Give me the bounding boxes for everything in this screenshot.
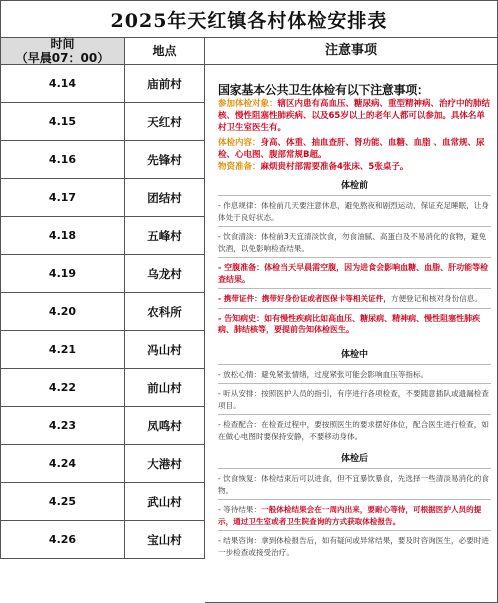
table-row [0,217,205,255]
table-row [0,293,205,331]
row-place: 乌龙村 [125,255,205,293]
table-row [0,331,205,369]
row-place: 大港村 [125,445,205,483]
notes-heading: 国家基本公共卫生体检有以下注意事项： [218,83,429,97]
documents-gray: 方便登记和核对身份信息。 [390,294,482,303]
material-label: 物资准备： [218,162,261,172]
content-text: 身高、体重、抽血查肝、肾功能、血糖、血脂 、血常规、尿检、心电图、腹部常规B超。 [218,138,485,160]
before-item-history: - 告知病史：如有慢性疾病比如高血压、糖尿病、精神病、慢性阻塞性肺疾病、肺结核等，要提前告知体检医生。 [218,308,491,339]
section-during-title: 体检中 [340,349,368,360]
row-place: 武山村 [125,483,205,521]
target-paragraph [218,98,491,134]
header-time-sub: （早晨07：00） [15,51,110,65]
row-place: 冯山村 [125,331,205,369]
row-place: 先锋村 [125,141,205,179]
table-row [0,179,205,217]
target-label: 参加体检对象： [218,99,278,109]
row-date: 4.23 [0,407,125,445]
header-notes-label: 注意事项 [324,43,377,58]
header-notes [205,38,498,65]
header-time-label: 时间 [50,37,75,51]
after-item-wait [218,499,491,530]
documents-red: - 携带证件：携带好身份证或者医保卡等相关证件， [218,294,391,303]
row-date: 4.17 [0,179,125,217]
row-date: 4.15 [0,103,125,141]
material-paragraph [218,161,491,173]
before-item-fasting: - 空腹准备：体检当天早晨需空腹，因为进食会影响血糖、血脂、肝功能等检查结果。 [218,257,491,288]
wait-gray: - 等待结果： [218,505,262,514]
row-place: 宝山村 [125,521,205,559]
table-row [0,255,205,293]
schedule-rows [0,65,205,559]
content-paragraph [218,137,491,161]
before-item-documents [218,288,491,308]
row-date: 4.20 [0,293,125,331]
during-item-cooperate: - 检查配合：在检查过程中，要按照医生的要求摆好体位，配合医生进行检查，如在做心电图时要保持安静，不要移动身体。 [218,414,491,445]
row-place: 团结村 [125,179,205,217]
row-date: 4.18 [0,217,125,255]
after-item-consult: - 结果咨询：拿到体检报告后，如有疑问或异常结果，要及时咨询医生，必要时进一步检查或接受治疗。 [218,530,491,561]
row-place: 凤鸣村 [125,407,205,445]
row-date: 4.25 [0,483,125,521]
row-date: 4.26 [0,521,125,559]
section-after-title: 体检后 [340,454,368,464]
row-date: 4.24 [0,445,125,483]
content-label: 体检内容： [218,138,261,148]
row-date: 4.14 [0,65,125,103]
row-place: 前山村 [125,369,205,407]
row-date: 4.16 [0,141,125,179]
table-row [0,521,205,559]
sheet-title: 2025年天红镇各村体检安排表 [0,0,498,38]
table-row [0,445,205,483]
before-item-rest: - 作息规律：体检前几天要注意休息，避免熬夜和剧烈运动，保证充足睡眠，让身体处于良好状态。 [218,195,491,226]
notes-panel [205,65,498,603]
table-row [0,483,205,521]
before-item-diet: - 饮食清淡：体检前3天宜清淡饮食，勿食油腻、高蛋白及不易消化的食物，避免饮酒，以免影响检查结果。 [218,226,491,257]
header-place: 地点 [125,38,205,65]
table-row [0,141,205,179]
table-row [0,407,205,445]
during-item-follow: - 听从安排：按照医护人员的指引，有序进行各项检查，不要随意插队或遗漏检查项目。 [218,383,491,414]
table-row [0,103,205,141]
material-text: 麻烦贵村部需要准备4张床、5张桌子。 [260,162,409,172]
section-before-title: 体检前 [340,181,368,191]
row-place: 五峰村 [125,217,205,255]
table-row [0,65,205,103]
row-place: 农科所 [125,293,205,331]
after-item-diet: - 饮食恢复：体检结束后可以进食，但不宜暴饮暴食，先选择一些清淡易消化的食物。 [218,468,491,499]
table-row [0,369,205,407]
during-item-relax: - 放松心情：避免紧张情绪，过度紧张可能会影响血压等指标。 [218,364,491,384]
wait-red: 一般体检结果会在一周内出来，要耐心等待，可根据医护人员的提示，通过卫生室或者卫生院查询的方式获取体检报告。 [218,505,482,526]
row-date: 4.19 [0,255,125,293]
row-date: 4.22 [0,369,125,407]
target-text: 辖区内患有高血压、糖尿病、重型精神病、治疗中的肺结核、慢性阻塞性肺疾病、以及65岁以上的老年人都可以参加。具体名单村卫生室医生有。 [218,99,491,133]
row-place: 天红村 [125,103,205,141]
row-place: 庙前村 [125,65,205,103]
row-date: 4.21 [0,331,125,369]
header-time [0,38,125,65]
